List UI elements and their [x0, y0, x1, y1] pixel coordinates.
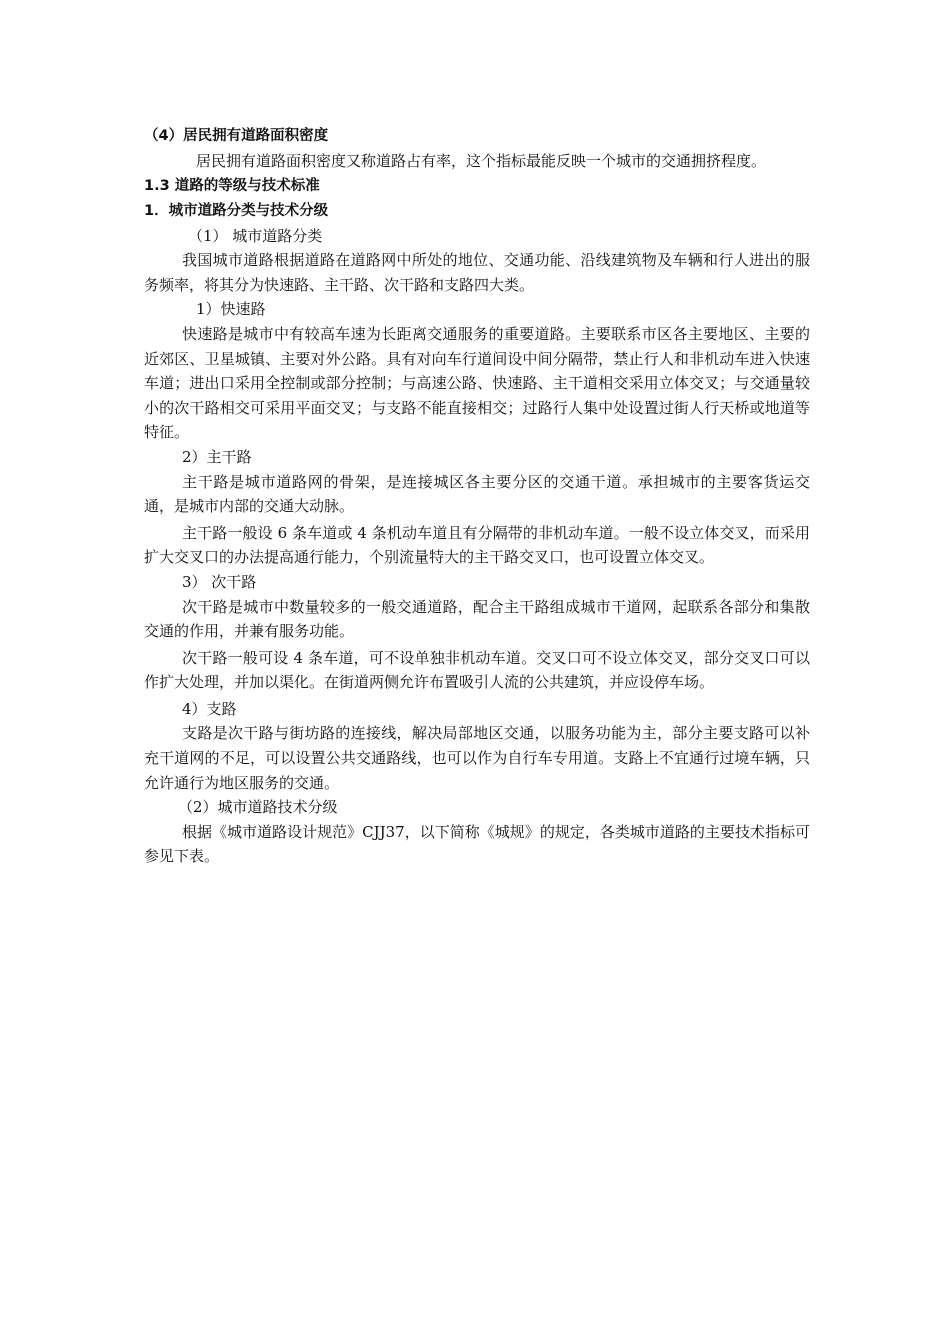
paragraph-branch: 支路是次干路与街坊路的连接线，解决局部地区交通，以服务功能为主，部分主要支路可以补充干道网的不足，可以设置公共交通路线，也可以作为自行车专用道。支路上不宜通行过境车辆，只允许通行为地区服务的交通。	[144, 724, 810, 792]
paragraph-expressway: 快速路是城市中有较高车速为长距离交通服务的重要道路。主要联系市区各主要地区、主要的近郊区、卫星城镇、主要对外公路。具有对向车行道间设中间分隔带，禁止行人和非机动车进入快速车道；进出口采用全控制或部分控制；与高速公路、快速路、主干道相交采用立体交叉；与交通量较小的次干路相交可采用平面交叉；与支路不能直接相交；过路行人集中处设置过街人行天桥或地道等特征。	[144, 324, 810, 442]
paragraph-arterial-1: 主干路是城市道路网的骨架，是连接城区各主要分区的交通干道。承担城市的主要客货运交通，是城市内部的交通大动脉。	[144, 472, 810, 516]
subheading-technical-grading: （2）城市道路技术分级	[178, 798, 338, 817]
paragraph-arterial-2: 主干路一般设 6 条车道或 4 条机动车道且有分隔带的非机动车道。一般不设立体交叉，而采用扩大交叉口的办法提高通行能力，个别流量特大的主干路交叉口，也可设置立体交叉。	[144, 523, 810, 567]
paragraph-technical-grading: 根据《城市道路设计规范》CJJ37，以下简称《城规》的规定，各类城市道路的主要技术指标可参见下表。	[144, 822, 810, 866]
subheading-branch: 4）支路	[182, 699, 237, 718]
subheading-arterial: 2）主干路	[182, 447, 252, 466]
subheading-road-classification: （1） 城市道路分类	[188, 226, 323, 245]
paragraph-road-occupancy: 居民拥有道路面积密度又称道路占有率，这个指标最能反映一个城市的交通拥挤程度。	[196, 152, 767, 170]
section-heading-road-area-density: （4）居民拥有道路面积密度	[144, 128, 329, 144]
paragraph-secondary-1: 次干路是城市中数量较多的一般交通道路，配合主干路组成城市干道网，起联系各部分和集散交通的作用，并兼有服务功能。	[144, 597, 810, 641]
paragraph-four-categories: 我国城市道路根据道路在道路网中所处的地位、交通功能、沿线建筑物及车辆和行人进出的服务频率，将其分为快速路、主干路、次干路和支路四大类。	[144, 251, 810, 294]
section-heading-classification: 1．城市道路分类与技术分级	[144, 202, 329, 219]
subheading-secondary: 3） 次干路	[182, 572, 257, 591]
subheading-expressway: 1）快速路	[196, 300, 266, 319]
section-heading-road-grades: 1.3 道路的等级与技术标准	[144, 177, 320, 194]
paragraph-secondary-2: 次干路一般可设 4 条车道，可不设单独非机动车道。交叉口可不设立体交叉，部分交叉口可以作扩大处理，并加以渠化。在街道两侧允许布置吸引人流的公共建筑，并应设停车场。	[144, 648, 810, 692]
document-page	[144, 124, 810, 869]
